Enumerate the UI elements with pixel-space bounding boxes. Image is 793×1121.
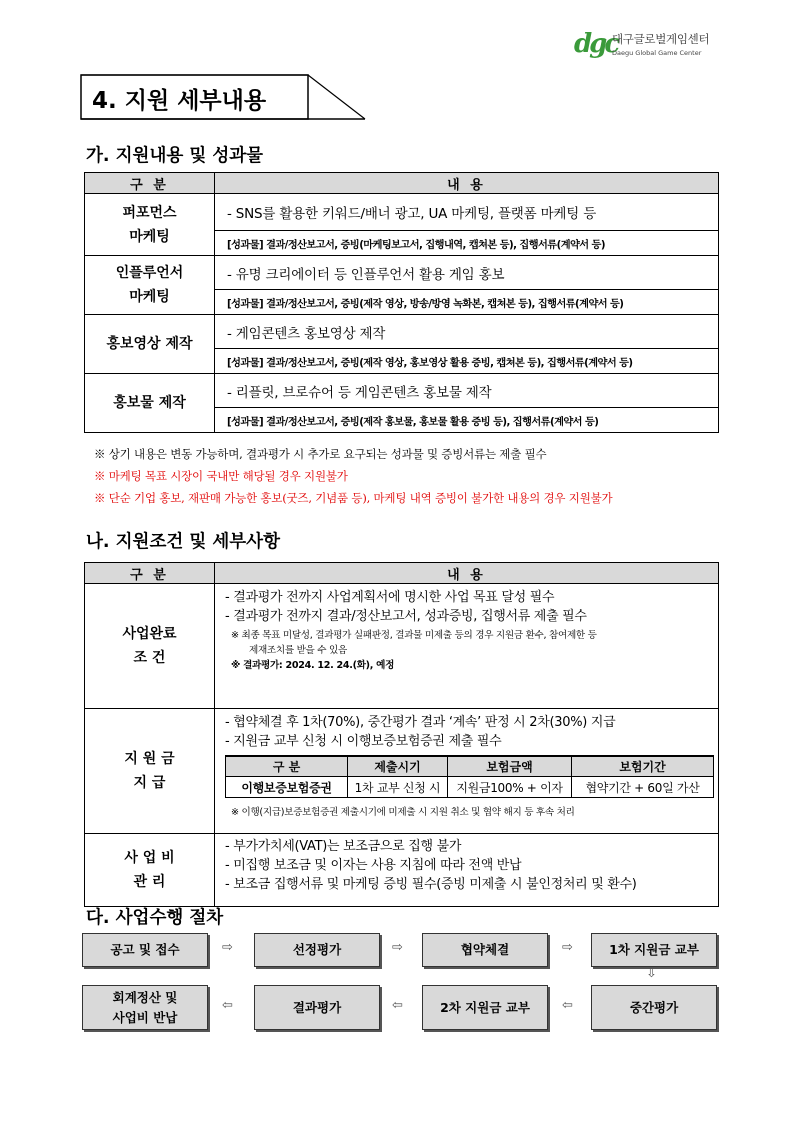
insurance-cell: 지원금100% + 이자 (448, 777, 572, 798)
table-row (85, 374, 719, 408)
note-2: ※ 마케팅 목표 시장이 국내만 해당될 경우 지원불가 (94, 469, 348, 483)
insurance-cell: 협약기간 + 60일 가산 (572, 777, 714, 798)
arrow-left-icon: ⇦ (562, 998, 573, 1013)
row-category: 홍보영상 제작 (85, 315, 215, 374)
note-1: ※ 상기 내용은 변동 가능하며, 결과평가 시 추가로 요구되는 성과물 및 증빙서류는 제출 필수 (94, 447, 547, 461)
row-category: 사업완료 조 건 (85, 584, 215, 709)
completion-line-2: - 결과평가 전까지 결과/정산보고서, 성과증빙, 집행서류 제출 필수 (225, 609, 587, 624)
row-result: [성과물] 결과/정산보고서, 증빙(제작 홍보물, 홍보물 활용 증빙 등), 집행서류(계약서 등) (215, 408, 719, 433)
insurance-header: 보험금액 (448, 756, 572, 777)
section-title-box (80, 74, 370, 120)
table-row (226, 777, 714, 798)
table-row (85, 256, 719, 290)
arrow-right-icon: ⇨ (392, 940, 403, 955)
row-content: - 리플릿, 브로슈어 등 게임콘텐츠 홍보물 제작 (215, 374, 719, 408)
step-announcement: 공고 및 접수 (82, 933, 208, 967)
arrow-left-icon: ⇦ (222, 998, 233, 1013)
support-content-table (84, 172, 719, 433)
insurance-header: 구 분 (226, 756, 348, 777)
completion-note-2: 제재조치를 받을 수 있음 (249, 645, 347, 656)
col-category: 구 분 (85, 173, 215, 194)
table-row (85, 194, 719, 231)
row-category: 홍보물 제작 (85, 374, 215, 433)
step-final-evaluation: 결과평가 (254, 985, 380, 1030)
arrow-right-icon: ⇨ (562, 940, 573, 955)
row-category: 지 원 금 지 급 (85, 709, 215, 834)
step-second-grant: 2차 지원금 교부 (422, 985, 548, 1030)
note-3: ※ 단순 기업 홍보, 재판매 가능한 홍보(굿즈, 기념품 등), 마케팅 내역 증빙이 불가한 내용의 경우 지원불가 (94, 491, 613, 505)
table-row (85, 315, 719, 349)
arrow-right-icon: ⇨ (222, 940, 233, 955)
arrow-down-icon: ⇩ (646, 966, 657, 981)
step-selection: 선정평가 (254, 933, 380, 967)
insurance-cell: 1차 교부 신청 시 (348, 777, 448, 798)
part-c-heading: 다. 사업수행 절차 (86, 908, 224, 928)
payment-line-1: - 협약체결 후 1차(70%), 중간평가 결과 ‘계속’ 판정 시 2차(30%) 지급 (225, 715, 616, 730)
col-content: 내 용 (215, 563, 719, 584)
completion-content (215, 584, 719, 709)
row-content: - 유명 크리에이터 등 인플루언서 활용 게임 홍보 (215, 256, 719, 290)
logo-mark-icon: dgc (574, 29, 618, 59)
step-settlement: 회계정산 및 사업비 반납 (82, 985, 208, 1030)
completion-line-1: - 결과평가 전까지 사업계획서에 명시한 사업 목표 달성 필수 (225, 590, 555, 605)
support-conditions-table (84, 562, 719, 907)
insurance-table (225, 755, 714, 798)
logo-korean: 대구글로벌게임센터 (612, 32, 710, 46)
logo-english: Daegu Global Game Center (612, 49, 702, 57)
insurance-header: 보험기간 (572, 756, 714, 777)
row-result: [성과물] 결과/정산보고서, 증빙(마케팅보고서, 집행내역, 캡쳐본 등), 집행서류(계약서 등) (215, 231, 719, 256)
insurance-header: 제출시기 (348, 756, 448, 777)
insurance-cell: 이행보증보험증권 (226, 777, 348, 798)
step-agreement: 협약체결 (422, 933, 548, 967)
management-content (215, 834, 719, 907)
table-row (85, 834, 719, 907)
row-content: - 게임콘텐츠 홍보영상 제작 (215, 315, 719, 349)
payment-line-2: - 지원금 교부 신청 시 이행보증보험증권 제출 필수 (225, 734, 502, 749)
logo (574, 27, 724, 63)
arrow-left-icon: ⇦ (392, 998, 403, 1013)
payment-note: ※ 이행(지급)보증보험증권 제출시기에 미제출 시 지원 취소 및 협약 해지 등 후속 처리 (231, 807, 575, 818)
row-result: [성과물] 결과/정산보고서, 증빙(제작 영상, 방송/방영 녹화본, 캡쳐본 등), 집행서류(계약서 등) (215, 290, 719, 315)
section-title: 4. 지원 세부내용 (92, 88, 267, 114)
col-content: 내 용 (215, 173, 719, 194)
completion-note-3: ※ 결과평가: 2024. 12. 24.(화), 예정 (231, 660, 395, 671)
row-content: - SNS를 활용한 키워드/배너 광고, UA 마케팅, 플랫폼 마케팅 등 (215, 194, 719, 231)
management-line-3: - 보조금 집행서류 및 마케팅 증빙 필수(증빙 미제출 시 불인정처리 및 환수) (225, 877, 637, 892)
table-row (85, 709, 719, 834)
row-category: 인플루언서 마케팅 (85, 256, 215, 315)
part-a-heading: 가. 지원내용 및 성과물 (86, 146, 264, 166)
step-mid-evaluation: 중간평가 (591, 985, 717, 1030)
row-category: 퍼포먼스 마케팅 (85, 194, 215, 256)
table-row (85, 584, 719, 709)
row-result: [성과물] 결과/정산보고서, 증빙(제작 영상, 홍보영상 활용 증빙, 캡쳐본 등), 집행서류(계약서 등) (215, 349, 719, 374)
col-category: 구 분 (85, 563, 215, 584)
payment-content (215, 709, 719, 834)
completion-note-1: ※ 최종 목표 미달성, 결과평가 실패판정, 결과물 미제출 등의 경우 지원금 환수, 참여제한 등 (231, 630, 597, 641)
step-first-grant: 1차 지원금 교부 (591, 933, 717, 967)
part-b-heading: 나. 지원조건 및 세부사항 (86, 532, 280, 552)
management-line-1: - 부가가치세(VAT)는 보조금으로 집행 불가 (225, 839, 462, 854)
row-category: 사 업 비 관 리 (85, 834, 215, 907)
management-line-2: - 미집행 보조금 및 이자는 사용 지침에 따라 전액 반납 (225, 858, 522, 873)
